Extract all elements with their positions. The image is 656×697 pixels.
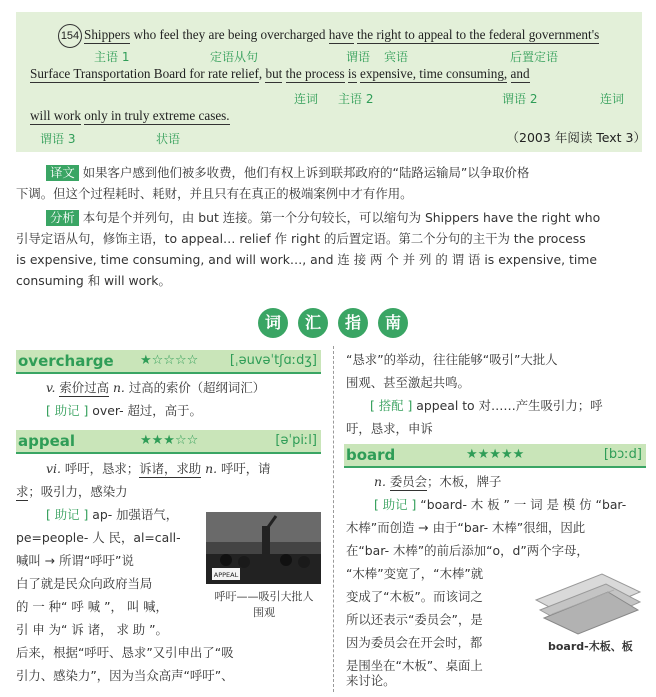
label-attributive-clause: 定语从句 [210,50,259,64]
sentence-line-2: Surface Transportation Board for rate relief, but the process is expensive, time consuming, and [30,66,530,81]
label-predicate-3: 谓语 3 [40,132,76,146]
rating-stars: ★☆☆☆☆ [140,353,199,368]
sentence-source: （2003 年阅读 Text 3） [506,130,646,145]
board-image-caption: board-木板、板 [548,640,633,653]
word-header-board: board ★★★★★ [bɔːd] [344,444,646,468]
appeal-collocation: [ 搭配 ] appeal to 对……产生吸引力；呼 [370,398,603,413]
label-post-attributive: 后置定语 [510,50,559,64]
label-object: 宾语 [384,50,409,64]
analysis-paragraph: 分析 本句是个并列句，由 but 连接。第一个分句较长，可以缩句为 Shippers have the right who 引导定语从句，修饰主语，to appeal… relief 作 right 的后置定语。第二个分句的主干为 the process is expensive, time consuming, and will work…, and 连 接 两 个 并 列 的 谓 语 is expensive, time consuming 和 will work。 [16,210,601,288]
appeal-image-caption: 呼吁——吸引大批人 围观 [214,590,314,619]
rating-stars: ★★★☆☆ [140,433,199,448]
overcharge-meaning: v. 索价过高 n. 过高的索价（超纲词汇） [46,380,266,395]
label-conjunction-1: 连词 [294,92,319,106]
appeal-meaning-2: 求；吸引力，感染力 [16,484,128,499]
word-header-overcharge: overcharge ★☆☆☆☆ [ˌəuvəˈtʃɑːdʒ] [16,350,321,374]
vocabulary-guide-title: 词 汇 指 南 [0,308,656,340]
label-subject-1: 主语 1 [94,50,130,64]
protest-crowd-image [206,512,321,584]
sentence-number: 154 [58,24,82,48]
phonetic: [əˈpiːl] [275,433,317,448]
phonetic: [ˌəuvəˈtʃɑːdʒ] [229,353,317,368]
sentence-line-1: 154 Shippers who feel they are being overcharged have the right to appeal to the federal government's [58,24,599,48]
phonetic: [bɔːd] [603,447,642,462]
appeal-meaning-1: vi. 呼吁，恳求；诉诸，求助 n. 呼吁，请 [46,461,271,476]
rating-stars: ★★★★★ [466,447,525,462]
board-meaning: n. 委员会；木板，牌子 [374,474,502,489]
analysis-tag: 分析 [46,210,79,226]
column-divider [333,346,334,692]
sentence-line-3: will work only in truly extreme cases. [30,108,230,123]
label-predicate-2: 谓语 2 [502,92,538,106]
label-adverbial: 状语 [156,132,181,146]
translation-tag: 译文 [46,165,79,181]
label-subject-2: 主语 2 [338,92,374,106]
board-tip-1: [ 助记 ] “board- 木 板 ” 一 词 是 模 仿 “bar- [374,497,627,512]
appeal-tip-1: [ 助记 ] ap- 加强语气， [46,507,179,522]
appeal-sign: APPEAL [213,571,239,579]
label-predicate: 谓语 [346,50,371,64]
wooden-boards-image [532,570,644,636]
translation-paragraph: 译文 如果客户感到他们被多收费，他们有权上诉到联邦政府的“陆路运输局”以争取价格 下调。但这个过程耗时、耗财，并且只有在真正的极端案例中才有作用。 [16,165,530,201]
overcharge-tip: [ 助记 ] over- 超过，高于。 [46,403,202,418]
label-conjunction-2: 连词 [600,92,625,106]
word-header-appeal: appeal ★★★☆☆ [əˈpiːl] [16,430,321,454]
